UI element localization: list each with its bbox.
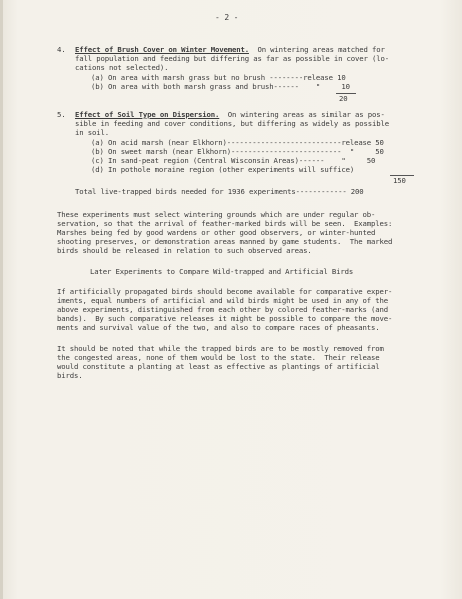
para2-line: iments, equal numbers of artificial and wild birds might be used in any of the — [57, 296, 388, 305]
item4-line1: On wintering areas matched for — [248, 45, 385, 54]
para2-line: ments and survival value of the two, and also to compare races of pheasants. — [57, 323, 380, 332]
item4-total: 20 — [339, 94, 348, 103]
item4-option-b: (b) On area with both marsh grass and brush------ " 10 — [91, 82, 350, 91]
para3-line: It should be noted that while the trapped birds are to be mostly removed from — [57, 344, 384, 353]
total-birds-line: Total live-trapped birds needed for 1936 experiments------------ 200 — [75, 187, 364, 196]
para1-line: servation, so that the arrival of feather-marked birds will be seen. Examples: — [57, 219, 393, 228]
item4-heading: Effect of Brush Cover on Winter Movement. — [75, 45, 249, 54]
para1-line: shooting preserves, or demonstration areas manned by game students. The marked — [57, 237, 393, 246]
item5-first-line — [75, 110, 385, 119]
para2-line: If artificially propagated birds should become available for comparative exper- — [57, 287, 393, 296]
para3-line: the congested areas, none of them would be lost to the state. Their release — [57, 353, 380, 362]
item4-first-line — [75, 45, 385, 54]
para1-line: birds should be released in relation to such observed areas. — [57, 246, 312, 255]
section-title: Later Experiments to Compare Wild-trapped and Artificial Birds — [90, 267, 354, 276]
para1-line: These experiments must select wintering grounds which are under regular ob- — [57, 210, 376, 219]
item4-line2: fall population and feeding but differing as far as possible in cover (lo- — [75, 54, 389, 63]
item5-total: 150 — [393, 176, 406, 185]
para3-line: birds. — [57, 371, 83, 380]
para2-line: above experiments, distinguished from each other by colored feather-marks (and — [57, 305, 388, 314]
para1-line: Marshes being fed by good wardens or other good observers, or winter-hunted — [57, 228, 376, 237]
item4-line3: cations not selected). — [75, 63, 169, 72]
para3-line: would constitute a planting at least as effective as plantings of artificial — [57, 362, 380, 371]
item5-line3: in soil. — [75, 128, 109, 137]
para2-line: bands). By such comparative releases it might be possible to compare the move- — [57, 314, 393, 323]
item5-option-d: (d) In pothole moraine region (other experiments will suffice) — [91, 165, 355, 174]
item5-option-a: (a) On acid marsh (near Elkhorn)---------------------------release 50 — [91, 138, 384, 147]
item5-line1: On wintering areas as similar as pos- — [219, 110, 385, 119]
item4-option-a: (a) On area with marsh grass but no brush --------release 10 — [91, 73, 346, 82]
page-number: - 2 - — [215, 13, 239, 22]
item5-option-b: (b) On sweet marsh (near Elkhorn)-------------------------- " 50 — [91, 147, 384, 156]
item5-line2: sible in feeding and cover conditions, but differing as widely as possible — [75, 119, 389, 128]
page-edge-shadow — [0, 0, 3, 599]
item4-number: 4. — [57, 45, 66, 54]
item5-number: 5. — [57, 110, 66, 119]
item5-heading: Effect of Soil Type on Dispersion. — [75, 110, 220, 119]
item5-option-c: (c) In sand-peat region (Central Wisconsin Areas)------ " 50 — [91, 156, 376, 165]
